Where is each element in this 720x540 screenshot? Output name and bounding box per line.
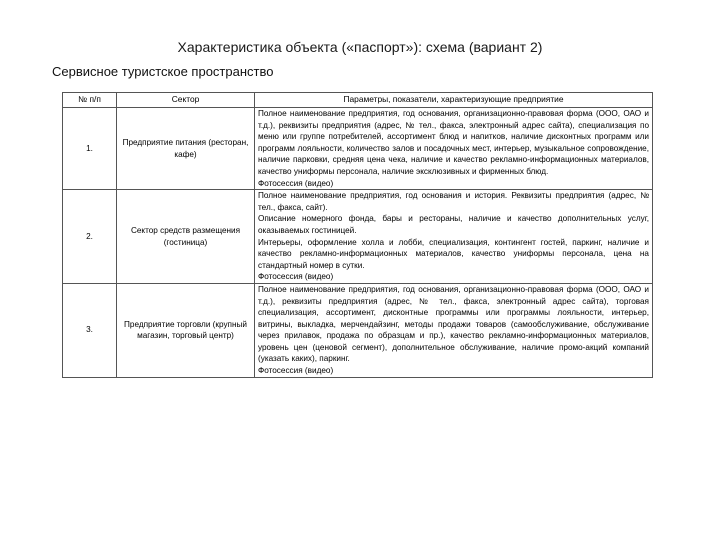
params-text: Интерьеры, оформление холла и лобби, специализация, контингент гостей, паркинг, наличие и качество рекламно-информационных материалов, качество униформы персонала, цена на стандартный номер в сутки. (258, 237, 649, 270)
table-header-row (63, 93, 653, 108)
params-text: Полное наименование предприятия, год основания, организационно-правовая форма (ООО, ОАО и т.д.), реквизиты предприятия (адрес, № тел., факса, электронный адрес сайта), торговая специализация, ассортимент, дисконтные программы или программы лояльности, интерьер, витрины, выкладка, мерчендайзинг, методы продажи товаров (самообслуживание, обслуживание через прилавок, продажа по образцам и пр.), качество рекламно-информационных материалов, уровень цен (ценовой сегмент), дополнительное обслуживание, наличие промо-акций компаний (указать каких), паркинг. (258, 284, 649, 364)
params-text: Фотосессия (видео) (258, 178, 334, 188)
passport-table (62, 92, 653, 378)
section-subtitle: Сервисное туристское пространство (52, 64, 274, 79)
table-row (63, 108, 653, 190)
table-row (63, 190, 653, 284)
params-text: Фотосессия (видео) (258, 366, 334, 376)
header-sector: Сектор (117, 93, 255, 108)
header-number: № п/п (63, 93, 117, 108)
table-row (63, 283, 653, 377)
row-params (255, 108, 653, 190)
row-sector: Предприятие питания (ресторан, кафе) (117, 108, 255, 190)
row-params (255, 283, 653, 377)
row-sector: Сектор средств размещения (гостиница) (117, 190, 255, 284)
row-number: 3. (63, 283, 117, 377)
row-sector: Предприятие торговли (крупный магазин, торговый центр) (117, 283, 255, 377)
header-params: Параметры, показатели, характеризующие предприятие (255, 93, 653, 108)
row-params (255, 190, 653, 284)
params-text: Описание номерного фонда, бары и рестораны, наличие и качество дополнительных услуг, оказываемых гостиницей. (258, 214, 649, 235)
row-number: 1. (63, 108, 117, 190)
row-number: 2. (63, 190, 117, 284)
params-text: Полное наименование предприятия, год основания, организационно-правовая форма (ООО, ОАО и т.д.), реквизиты предприятия (адрес, № тел., факса, электронный адрес сайта), специализация по меню или группе потребителей, ассортимент блюд и напитков, наличие дисконтных программ или программ лояльности, количество залов и посадочных мест, интерьер, музыкальное сопровождение, наличие парковки, средняя цена чека, наличие и качество рекламно-информационных материалов, качество униформы персонала, наличие эксклюзивных и фирменных блюд. (258, 109, 649, 176)
page-title: Характеристика объекта («паспорт»): схема (вариант 2) (177, 39, 543, 55)
params-text: Полное наименование предприятия, год основания и история. Реквизиты предприятия (адрес, № тел., факса, сайт). (258, 191, 649, 212)
params-text: Фотосессия (видео) (258, 272, 334, 282)
